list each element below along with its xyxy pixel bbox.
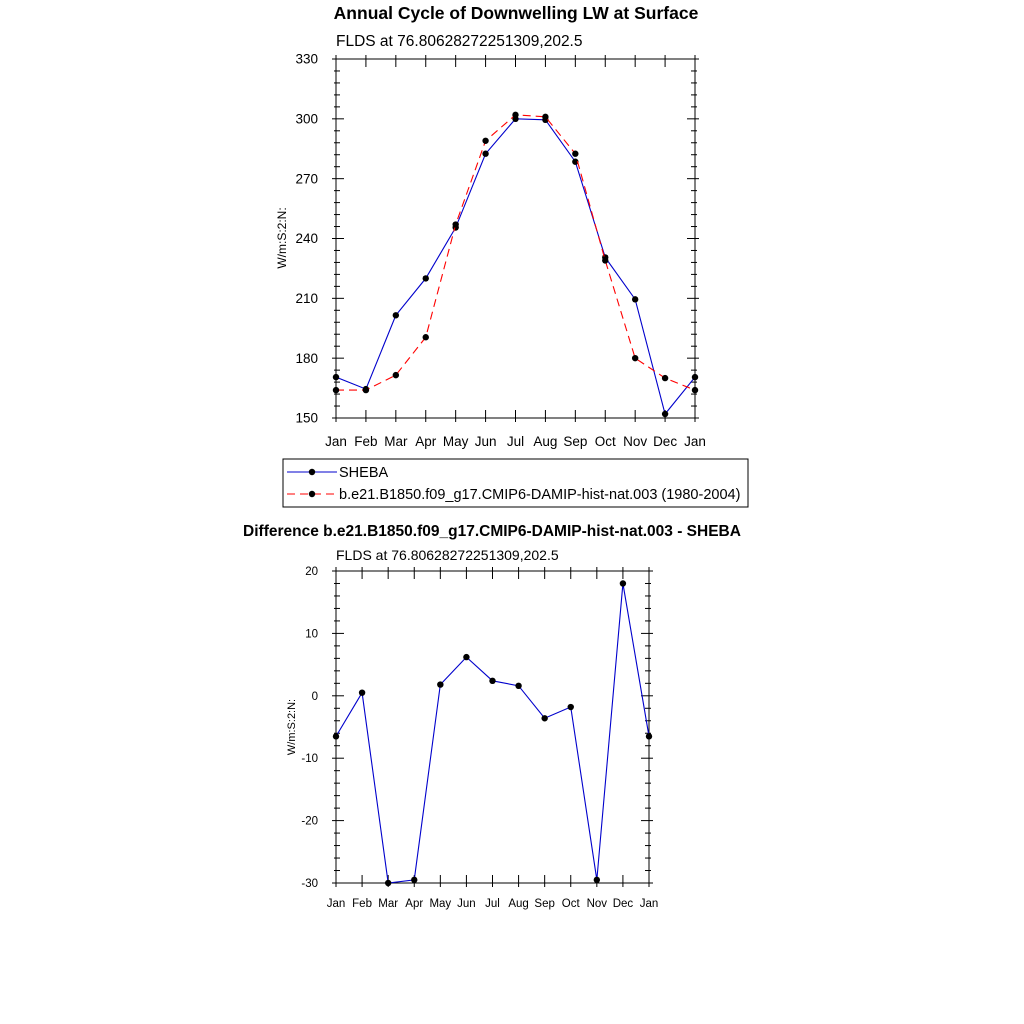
x-tick-label: Jan — [326, 898, 346, 910]
chart1-series — [333, 112, 698, 418]
chart2-ticks — [332, 567, 653, 887]
chart2-x-tick-labels — [327, 898, 659, 910]
x-tick-label: Sep — [534, 898, 555, 910]
series-0-point — [333, 733, 339, 739]
series-0-point — [620, 580, 626, 586]
chart1-x-tick-labels — [325, 434, 706, 449]
x-tick-label: Mar — [378, 898, 399, 910]
series-0-point — [568, 704, 574, 710]
x-tick-label: Oct — [594, 434, 616, 449]
series-1-point — [482, 138, 488, 144]
y-tick-label: 150 — [295, 410, 318, 426]
chart2-plot-frame — [336, 571, 649, 883]
series-0-point — [393, 312, 399, 318]
legend-marker-model — [309, 491, 315, 497]
chart2-subtitle: FLDS at 76.80628272251309,202.5 — [336, 547, 559, 563]
series-0-point — [463, 654, 469, 660]
y-tick-label: 180 — [295, 350, 318, 366]
y-tick-label: 270 — [295, 171, 318, 187]
x-tick-label: Apr — [405, 898, 424, 910]
series-1-point — [512, 112, 518, 118]
series-1-point — [363, 387, 369, 393]
series-0-point — [515, 683, 521, 689]
series-0-point — [482, 151, 488, 157]
x-tick-label: Feb — [352, 898, 372, 910]
x-tick-label: Dec — [612, 898, 634, 910]
x-tick-label: Dec — [653, 434, 678, 449]
series-0-point — [646, 733, 652, 739]
series-0-point — [489, 678, 495, 684]
chart1-title: Annual Cycle of Downwelling LW at Surface — [333, 3, 699, 23]
y-tick-label: 240 — [295, 231, 318, 247]
series-1-point — [333, 387, 339, 393]
series-0-point — [692, 374, 698, 380]
series-line-1 — [336, 115, 695, 390]
series-0-point — [662, 411, 668, 417]
x-tick-label: Jan — [639, 898, 659, 910]
series-0-point — [333, 374, 339, 380]
y-tick-label: 10 — [305, 628, 318, 641]
series-1-point — [662, 375, 668, 381]
legend-label-sheba: SHEBA — [339, 465, 389, 481]
series-1-point — [542, 114, 548, 120]
chart1-y-tick-labels — [295, 52, 318, 426]
y-tick-label: 0 — [311, 690, 318, 703]
series-1-point — [393, 372, 399, 378]
x-tick-label: Jul — [506, 434, 525, 449]
x-tick-label: Aug — [508, 898, 529, 910]
series-line-0 — [336, 583, 649, 883]
x-tick-label: Jul — [485, 898, 500, 910]
x-tick-label: Feb — [354, 434, 378, 449]
x-tick-label: Jan — [684, 434, 706, 449]
series-1-point — [572, 151, 578, 157]
series-1-point — [423, 334, 429, 340]
series-1-point — [452, 221, 458, 227]
x-tick-label: Nov — [623, 434, 648, 449]
series-line-0 — [336, 119, 695, 414]
chart2-y-axis-label: W/m:S:2:N: — [286, 698, 298, 756]
y-tick-label: -30 — [301, 878, 318, 891]
y-tick-label: 330 — [295, 51, 318, 67]
y-tick-label: 20 — [305, 566, 318, 579]
y-tick-label: -10 — [301, 753, 318, 766]
series-0-point — [594, 877, 600, 883]
y-tick-label: 300 — [295, 111, 318, 127]
series-0-point — [423, 275, 429, 281]
x-tick-label: Aug — [533, 434, 558, 449]
series-1-point — [632, 355, 638, 361]
chart1-y-axis-label: W/m:S:2:N: — [275, 207, 289, 269]
x-tick-label: Jun — [457, 898, 476, 910]
x-tick-label: Sep — [563, 434, 588, 449]
x-tick-label: Nov — [586, 898, 608, 910]
chart1-legend — [283, 459, 748, 507]
series-0-point — [411, 877, 417, 883]
series-0-point — [359, 689, 365, 695]
difference-chart — [243, 523, 741, 910]
annual-cycle-chart — [275, 3, 748, 507]
y-tick-label: 210 — [295, 291, 318, 307]
series-0-point — [437, 681, 443, 687]
x-tick-label: Oct — [561, 898, 580, 910]
x-tick-label: Jan — [325, 434, 347, 449]
chart1-ticks — [332, 55, 699, 422]
x-tick-label: Jun — [474, 434, 497, 449]
legend-marker-sheba — [309, 469, 315, 475]
series-0-point — [541, 715, 547, 721]
chart1-subtitle: FLDS at 76.80628272251309,202.5 — [336, 33, 583, 50]
legend-label-model: b.e21.B1850.f09_g17.CMIP6-DAMIP-hist-nat.003 (1980-2004) — [339, 487, 741, 503]
chart2-series — [333, 580, 652, 886]
chart2-y-tick-labels — [301, 566, 318, 890]
y-tick-label: -20 — [301, 815, 318, 828]
series-0-point — [632, 296, 638, 302]
x-tick-label: May — [442, 434, 469, 449]
series-1-point — [692, 387, 698, 393]
series-1-point — [602, 257, 608, 263]
x-tick-label: May — [429, 898, 452, 910]
x-tick-label: Mar — [384, 434, 408, 449]
series-0-point — [385, 880, 391, 886]
x-tick-label: Apr — [415, 434, 437, 449]
chart2-title: Difference b.e21.B1850.f09_g17.CMIP6-DAMIP-hist-nat.003 - SHEBA — [243, 523, 741, 540]
